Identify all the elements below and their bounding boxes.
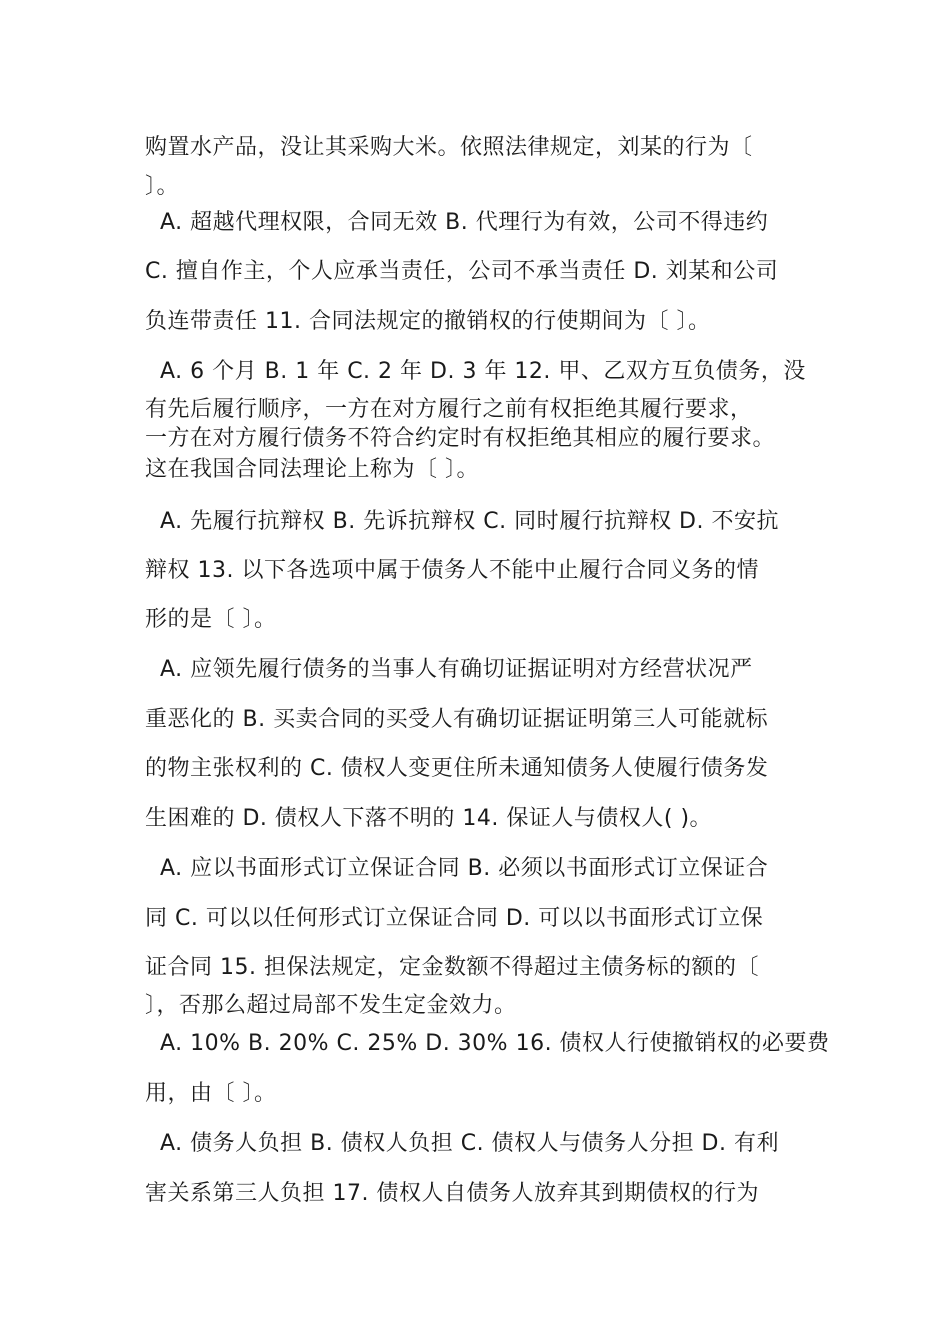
text-line: 购置水产品，没让其采购大米。依照法律规定，刘某的行为〔 <box>145 135 753 160</box>
text-line: 辩权 13. 以下各选项中属于债务人不能中止履行合同义务的情 <box>145 558 759 583</box>
text-line: 一方在对方履行债务不符合约定时有权拒绝其相应的履行要求。 <box>145 426 776 451</box>
text-line: 〕，否那么超过局部不发生定金效力。 <box>145 993 517 1018</box>
text-line: 负连带责任 11. 合同法规定的撤销权的行使期间为〔 〕。 <box>145 309 711 334</box>
text-line: 生困难的 D. 债权人下落不明的 14. 保证人与债权人( )。 <box>145 806 713 831</box>
text-line: 害关系第三人负担 17. 债权人自债务人放弃其到期债权的行为 <box>145 1181 759 1206</box>
text-line: A. 债务人负担 B. 债权人负担 C. 债权人与债务人分担 D. 有利 <box>160 1131 779 1156</box>
text-line: 用，由〔 〕。 <box>145 1081 277 1106</box>
text-line: 证合同 15. 担保法规定，定金数额不得超过主债务标的额的〔 <box>145 955 759 980</box>
text-line: 同 C. 可以以任何形式订立保证合同 D. 可以以书面形式订立保 <box>145 906 764 931</box>
text-line: 〕。 <box>145 174 180 199</box>
text-line: 有先后履行顺序，一方在对方履行之前有权拒绝其履行要求， <box>145 397 753 422</box>
text-line: A. 6 个月 B. 1 年 C. 2 年 D. 3 年 12. 甲、乙双方互负债务，没 <box>160 359 806 384</box>
text-line: A. 10% B. 20% C. 25% D. 30% 16. 债权人行使撤销权的必要费 <box>160 1031 830 1056</box>
text-line: 形的是〔 〕。 <box>145 607 277 632</box>
text-line: A. 超越代理权限，合同无效 B. 代理行为有效，公司不得违约 <box>160 210 769 235</box>
text-line: 这在我国合同法理论上称为〔 〕。 <box>145 457 479 482</box>
text-line: 的物主张权利的 C. 债权人变更住所未通知债务人使履行债务发 <box>145 756 769 781</box>
text-line: 重恶化的 B. 买卖合同的买受人有确切证据证明第三人可能就标 <box>145 707 769 732</box>
text-line: C. 擅自作主，个人应承当责任，公司不承当责任 D. 刘某和公司 <box>145 259 779 284</box>
text-line: A. 应以书面形式订立保证合同 B. 必须以书面形式订立保证合 <box>160 856 769 881</box>
text-line: A. 应领先履行债务的当事人有确切证据证明对方经营状况严 <box>160 657 753 682</box>
text-line: A. 先履行抗辩权 B. 先诉抗辩权 C. 同时履行抗辩权 D. 不安抗 <box>160 509 779 534</box>
